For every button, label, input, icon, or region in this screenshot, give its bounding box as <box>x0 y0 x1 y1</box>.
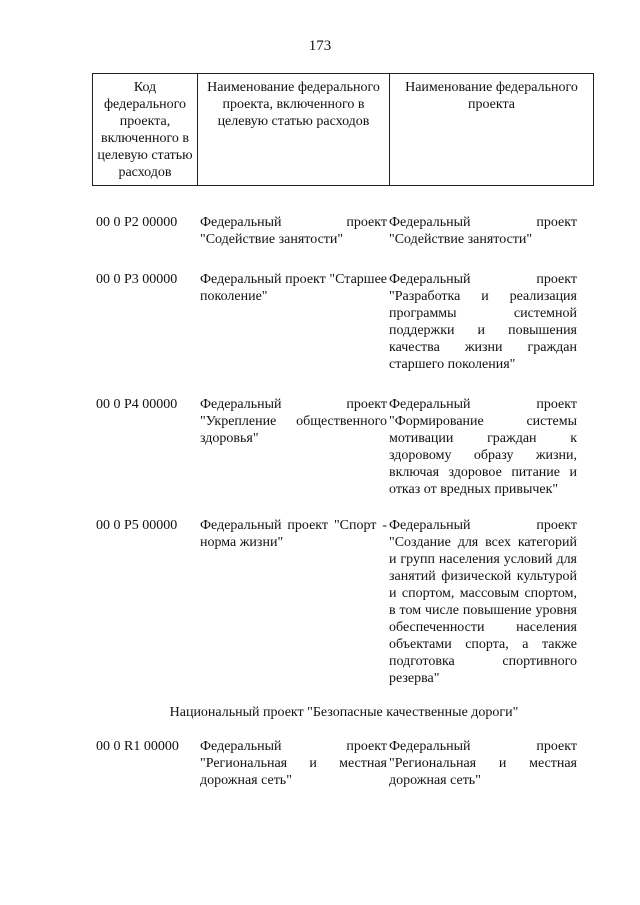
row-code: 00 0 R1 00000 <box>96 739 179 754</box>
row-name: Федеральный проект "Региональная и местная дорожная сеть" <box>200 739 387 788</box>
row-name: Федеральный проект "Укрепление общественного здоровья" <box>200 397 387 446</box>
row-federal: Федеральный проект "Создание для всех категорий и групп населения условий для занятий физической культурой и спортом, массовым спортом, в том числе повышение уровня обеспеченности населения объектами спорта, а также подготовка спортивного резерва" <box>389 518 577 686</box>
row-code: 00 0 P4 00000 <box>96 397 178 412</box>
row-federal: Федеральный проект "Разработка и реализация программы системной поддержки и повышения качества жизни граждан старшего поколения" <box>389 272 577 372</box>
table-row <box>96 738 592 789</box>
table-row <box>96 517 592 687</box>
page-number: 173 <box>308 38 332 54</box>
row-code: 00 0 P5 00000 <box>96 518 178 533</box>
row-federal: Федеральный проект "Региональная и местная дорожная сеть" <box>389 739 577 788</box>
row-name: Федеральный проект "Спорт - норма жизни" <box>200 518 387 550</box>
table-row <box>96 396 592 498</box>
table-body <box>96 214 592 789</box>
table-header-row <box>93 74 594 186</box>
header-code: Код федерального проекта, включенного в целевую статью расходов <box>93 74 198 186</box>
row-code: 00 0 P2 00000 <box>96 215 178 230</box>
section-title: Национальный проект "Безопасные качественные дороги" <box>169 705 519 720</box>
table-header <box>92 73 594 186</box>
row-code: 00 0 P3 00000 <box>96 272 178 287</box>
row-federal: Федеральный проект "Содействие занятости" <box>389 215 577 247</box>
table-row <box>96 214 592 248</box>
row-name: Федеральный проект "Старшее поколение" <box>200 272 387 304</box>
row-federal: Федеральный проект "Формирование системы мотивации граждан к здоровому образу жизни, включая здоровое питание и отказ от вредных привычек" <box>389 397 577 497</box>
header-federal: Наименование федерального проекта <box>390 74 594 186</box>
table-row <box>96 271 592 373</box>
header-name: Наименование федерального проекта, включенного в целевую статью расходов <box>198 74 390 186</box>
row-name: Федеральный проект "Содействие занятости" <box>200 215 387 247</box>
